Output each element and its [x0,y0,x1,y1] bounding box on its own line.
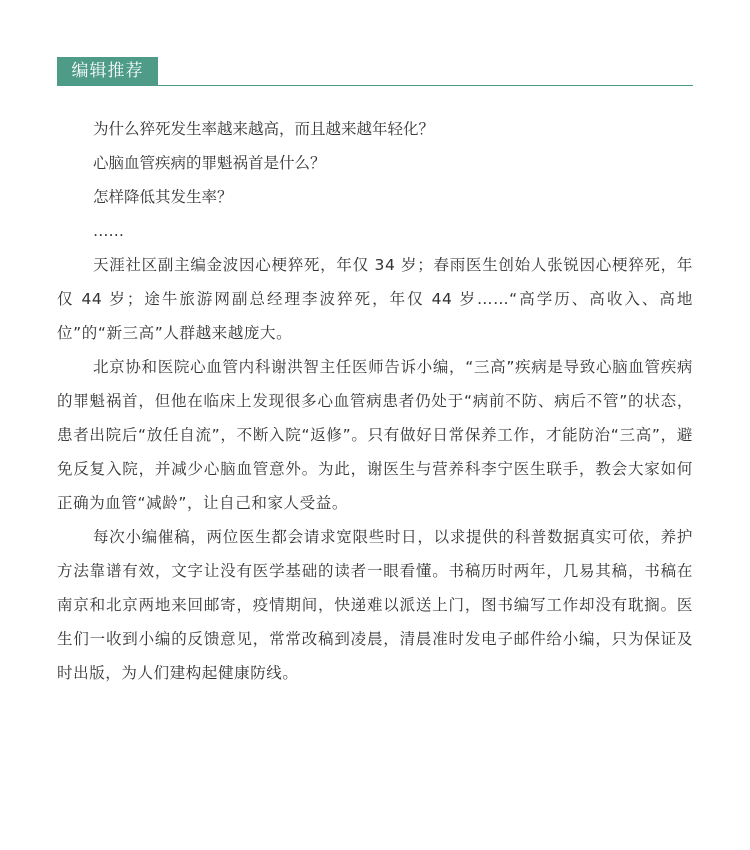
question-2: 心脑血管疾病的罪魁祸首是什么？ [93,154,326,172]
question-3: 怎样降低其发生率？ [93,188,233,206]
paragraph-2: 北京协和医院心血管内科谢洪智主任医师告诉小编，“三高”疾病是导致心脑血管疾病的罪魁祸首，但他在临床上发现很多心血管病患者仍处于“病前不防、病后不管”的状态，患者出院后“放任自流”，不断入院“返修”。只有做好日常保养工作，才能防治“三高”，避免反复入院，并减少心脑血管意外。为此，谢医生与营养科李宁医生联手，教会大家如何正确为血管“减龄”，让自己和家人受益。 [57,358,693,512]
section-header [57,57,693,87]
paragraph-3: 每次小编催稿，两位医生都会请求宽限些时日，以求提供的科普数据真实可依，养护方法靠谱有效，文字让没有医学基础的读者一眼看懂。书稿历时两年，几易其稿，书稿在南京和北京两地来回邮寄，疫情期间，快递难以派送上门，图书编写工作却没有耽搁。医生们一收到小编的反馈意见，常常改稿到凌晨，清晨准时发电子邮件给小编，只为保证及时出版，为人们建构起健康防线。 [57,528,693,682]
ellipsis-line: …… [93,222,124,240]
header-divider [57,85,693,86]
paragraph-1: 天涯社区副主编金波因心梗猝死，年仅 34 岁；春雨医生创始人张锐因心梗猝死，年仅 44 岁；途牛旅游网副总经理李波猝死，年仅 44 岁……“高学历、高收入、高地位”的“新三高”人群越来越庞大。 [57,256,693,342]
section-title: 编辑推荐 [57,57,158,86]
question-1: 为什么猝死发生率越来越高，而且越来越年轻化？ [93,120,435,138]
article-body [57,112,693,690]
